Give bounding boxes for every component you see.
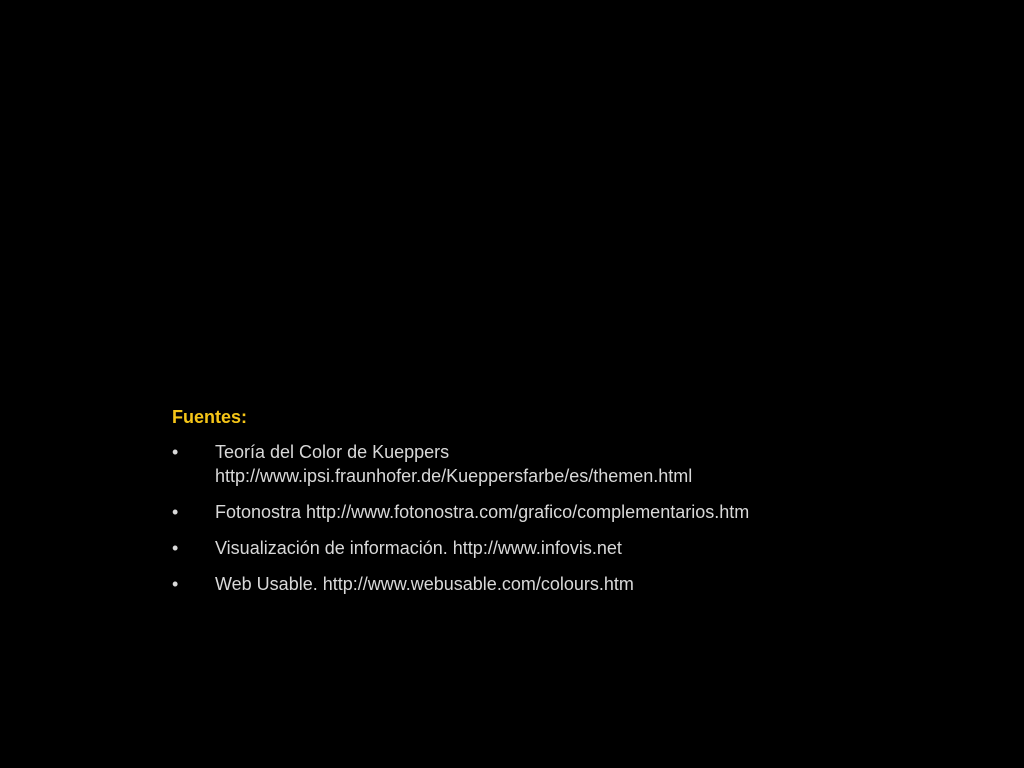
- sources-title: Fuentes:: [172, 407, 248, 427]
- source-list: [172, 440, 932, 596]
- bullet-icon: •: [172, 502, 179, 522]
- bullet-icon: •: [172, 442, 179, 462]
- sources-section: [172, 405, 932, 608]
- source-item-infovis: [172, 536, 932, 560]
- source-label: Visualización de información. http://www.infovis.net: [215, 538, 622, 558]
- source-item-kueppers: [172, 440, 932, 488]
- bullet-icon: •: [172, 574, 179, 594]
- source-label: Teoría del Color de Kueppers: [215, 442, 450, 462]
- bullet-icon: •: [172, 538, 179, 558]
- source-item-webusable: [172, 572, 932, 596]
- source-item-fotonostra: [172, 500, 932, 524]
- source-url: http://www.ipsi.fraunhofer.de/Kueppersfarbe/es/themen.html: [215, 466, 693, 486]
- source-label: Web Usable. http://www.webusable.com/colours.htm: [215, 574, 634, 594]
- source-label: Fotonostra http://www.fotonostra.com/grafico/complementarios.htm: [215, 502, 750, 522]
